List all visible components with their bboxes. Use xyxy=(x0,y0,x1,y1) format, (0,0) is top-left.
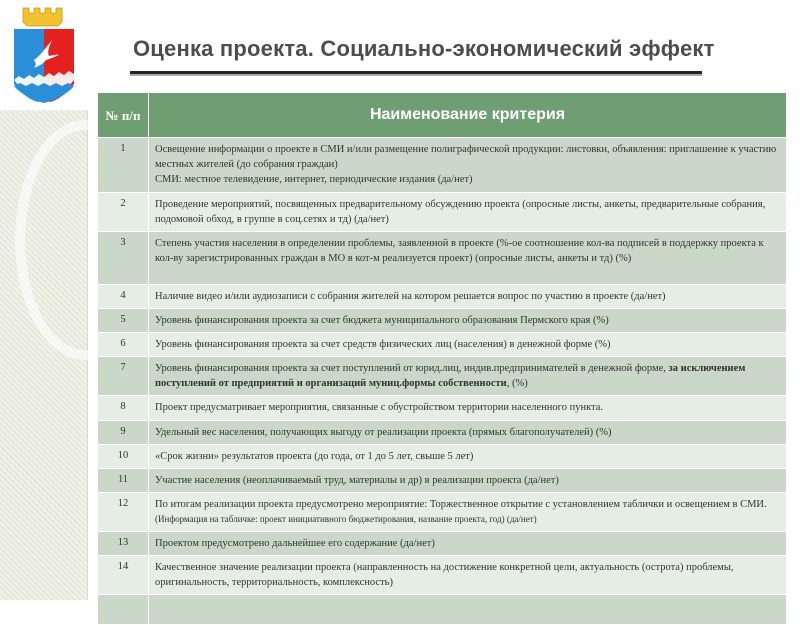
criterion-bold-text: за исключением поступлений от предприятий и организаций муниц.формы собственности xyxy=(155,363,746,389)
row-number: 14 xyxy=(98,556,149,595)
row-number: 11 xyxy=(98,469,149,493)
table-row xyxy=(98,532,787,556)
criterion-text-2: , (%) xyxy=(506,378,528,389)
row-number: 13 xyxy=(98,532,149,556)
criteria-table xyxy=(97,92,787,625)
table-row xyxy=(98,285,787,309)
row-criterion xyxy=(149,421,787,445)
slide-title: Оценка проекта. Социально-экономический эффект xyxy=(133,36,715,61)
criterion-text: Удельный вес населения, получающих выгоду от реализации проекта (прямых благополучателей) (%) xyxy=(155,427,612,438)
criterion-text: Уровень финансирования проекта за счет поступлений от юрид.лиц, индив.предпринимателей в денежной форме, xyxy=(155,363,669,374)
criterion-note: (Информация на табличке: проект инициативного бюджетирования, название проекта, год) (да/нет) xyxy=(155,514,537,524)
row-number: 1 xyxy=(98,138,149,193)
row-number: 6 xyxy=(98,333,149,357)
row-criterion xyxy=(149,532,787,556)
row-number: 3 xyxy=(98,232,149,285)
row-number: 9 xyxy=(98,421,149,445)
row-criterion xyxy=(149,309,787,333)
empty-row xyxy=(98,595,787,625)
row-criterion xyxy=(149,556,787,595)
criterion-text: «Срок жизни» результатов проекта (до года, от 1 до 5 лет, свыше 5 лет) xyxy=(155,451,474,462)
title-underline xyxy=(130,71,702,74)
table-row xyxy=(98,309,787,333)
row-criterion xyxy=(149,445,787,469)
row-criterion xyxy=(149,138,787,193)
empty-cell xyxy=(98,595,149,625)
table-row xyxy=(98,445,787,469)
row-number: 4 xyxy=(98,285,149,309)
criterion-text: Степень участия населения в определении проблемы, заявленной в проекте (%-ое соотношение кол-ва подписей в поддержку проекта к кол-ву зарегистрированных граждан в МО в кот-м реализуется проект) (опросные листы, анкеты и тд) (%) xyxy=(155,238,764,264)
row-number: 8 xyxy=(98,396,149,421)
table-row xyxy=(98,556,787,595)
criterion-text-2: СМИ: местное телевидение, интернет, периодические издания (да/нет) xyxy=(155,174,473,185)
table-row xyxy=(98,333,787,357)
criterion-text: Уровень финансирования проекта за счет бюджета муниципального образования Пермского края (%) xyxy=(155,315,609,326)
table-row xyxy=(98,138,787,193)
row-criterion xyxy=(149,469,787,493)
row-criterion xyxy=(149,285,787,309)
criterion-text: Освещение информации о проекте в СМИ и/или размещение полиграфической продукции: листовки, объявления: приглашение к участию местных жителей (до собрания граждан) xyxy=(155,144,777,170)
row-number: 12 xyxy=(98,493,149,532)
criterion-text: Наличие видео и/или аудиозаписи с собрания жителей на котором решается вопрос по участию в проекте (да/нет) xyxy=(155,291,666,302)
header-criterion: Наименование критерия xyxy=(149,93,787,138)
row-number: 5 xyxy=(98,309,149,333)
table-row xyxy=(98,421,787,445)
row-criterion xyxy=(149,193,787,232)
row-criterion xyxy=(149,333,787,357)
coat-of-arms-logo xyxy=(0,0,88,110)
table-row xyxy=(98,193,787,232)
table-row xyxy=(98,357,787,396)
table-row xyxy=(98,396,787,421)
row-number: 2 xyxy=(98,193,149,232)
criterion-text: Уровень финансирования проекта за счет средств физических лиц (населения) в денежной форме (%) xyxy=(155,339,611,350)
criterion-text: Участие населения (неоплачиваемый труд, материалы и др) в реализации проекта (да/нет) xyxy=(155,475,559,486)
table-row xyxy=(98,232,787,285)
row-criterion xyxy=(149,357,787,396)
row-number: 10 xyxy=(98,445,149,469)
criterion-text: Проведение мероприятий, посвященных предварительному обсуждению проекта (опросные листы, анкеты, предварительные собрания, подомовой обход, в группе в соц.сетях и тд) (да/нет) xyxy=(155,199,766,225)
row-number: 7 xyxy=(98,357,149,396)
table-row xyxy=(98,493,787,532)
criterion-text: Качественное значение реализации проекта (направленность на достижение конкретной цели, актуальность (острота) проблемы, оригинальность, территориальность, комплексность) xyxy=(155,562,734,588)
row-criterion xyxy=(149,493,787,532)
empty-cell xyxy=(149,595,787,625)
row-criterion xyxy=(149,396,787,421)
row-criterion xyxy=(149,232,787,285)
criterion-text: По итогам реализации проекта предусмотрено мероприятие: Торжественное открытие с установлением таблички и освещением в СМИ. xyxy=(155,499,767,510)
header-number: № п/п xyxy=(98,93,149,138)
criterion-text: Проектом предусмотрено дальнейшее его содержание (да/нет) xyxy=(155,538,435,549)
table-row xyxy=(98,469,787,493)
criterion-text: Проект предусматривает мероприятия, связанные с обустройством территории населенного пункта. xyxy=(155,402,604,413)
